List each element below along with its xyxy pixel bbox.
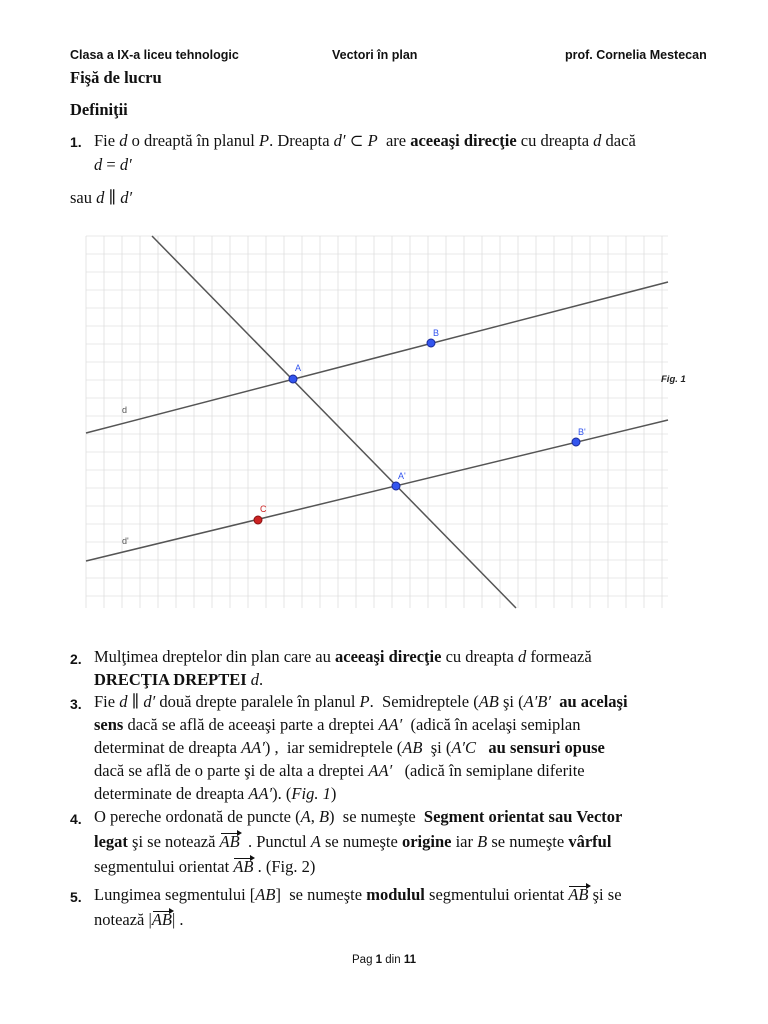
- item-1-line-2: d = d′: [94, 155, 132, 174]
- point-B: [427, 339, 435, 347]
- footer-page: 1: [375, 954, 383, 966]
- item-number-4: 4.: [70, 811, 82, 827]
- item-number-1: 1.: [70, 134, 82, 150]
- item-1-line-3: sau d ∥ d′: [70, 188, 133, 207]
- point-C: [254, 516, 262, 524]
- item-4-line-3: segmentului orientat AB . (Fig. 2): [94, 857, 316, 876]
- header-topic: Vectori în plan: [332, 48, 418, 62]
- item-3-line-4: dacă se află de o parte şi de alta a dreptei AA′ (adică în semiplane diferite: [94, 761, 585, 780]
- header-class: Clasa a IX-a liceu tehnologic: [70, 48, 239, 62]
- label-B-prime: B': [578, 427, 586, 437]
- label-C: C: [260, 504, 267, 514]
- transversal-line: [152, 236, 516, 608]
- section-title: Definiţii: [70, 100, 128, 119]
- footer-prefix: Pag: [352, 954, 376, 966]
- item-4-line-2: legat şi se notează AB . Punctul A se numeşte origine iar B se numeşte vârful: [94, 832, 612, 851]
- item-3-line-2: sens dacă se află de aceeaşi parte a dreptei AA′ (adică în acelaşi semiplan: [94, 715, 581, 734]
- worksheet-title: Fişă de lucru: [70, 68, 162, 87]
- item-2-line-1: Mulţimea dreptelor din plan care au aceeaşi direcţie cu dreapta d formează: [94, 647, 592, 666]
- line-d: [86, 282, 668, 433]
- label-A-prime: A': [398, 471, 406, 481]
- item-1-line-1: Fie d o dreaptă în planul P. Dreapta d′ ⊂ P are aceeaşi direcţie cu dreapta d dacă: [94, 131, 636, 150]
- item-3-line-5: determinate de dreapta AA′). (Fig. 1): [94, 784, 337, 803]
- vector-AB-symbol: AB: [233, 857, 254, 876]
- line-d-prime: [86, 420, 668, 561]
- label-B: B: [433, 328, 440, 338]
- item-3-line-3: determinat de dreapta AA′) , iar semidreptele (AB şi (A′C au sensuri opuse: [94, 738, 605, 757]
- footer-total: 11: [403, 954, 416, 966]
- item-5-line-1: Lungimea segmentului [AB] se numeşte modulul segmentului orientat AB şi se: [94, 885, 622, 904]
- point-A-prime: [392, 482, 400, 490]
- item-number-3: 3.: [70, 696, 82, 712]
- item-3-line-1: Fie d ∥ d′ două drepte paralele în planul P. Semidreptele (AB şi (A′B′ au acelaşi: [94, 692, 628, 711]
- geometry-figure: [86, 236, 686, 608]
- vector-AB-symbol: AB: [151, 910, 172, 929]
- label-line-d: d: [122, 405, 128, 415]
- label-A: A: [295, 363, 302, 373]
- item-2-line-2: DRECŢIA DREPTEI d.: [94, 670, 264, 689]
- item-5-line-2: notează |AB| .: [94, 910, 184, 929]
- footer-mid: din: [382, 954, 404, 966]
- header-author: prof. Cornelia Mestecan: [565, 48, 707, 62]
- vector-AB-symbol: AB: [568, 885, 589, 904]
- item-4-line-1: O pereche ordonată de puncte (A, B) se numeşte Segment orientat sau Vector: [94, 807, 623, 826]
- item-number-2: 2.: [70, 651, 82, 667]
- point-B-prime: [572, 438, 580, 446]
- figure-caption: Fig. 1: [661, 374, 686, 385]
- point-A: [289, 375, 297, 383]
- figure-grid: [86, 236, 668, 608]
- vector-AB-symbol: AB: [219, 832, 240, 851]
- label-line-d-prime: d': [122, 536, 129, 546]
- page-footer: [0, 954, 768, 966]
- item-number-5: 5.: [70, 889, 82, 905]
